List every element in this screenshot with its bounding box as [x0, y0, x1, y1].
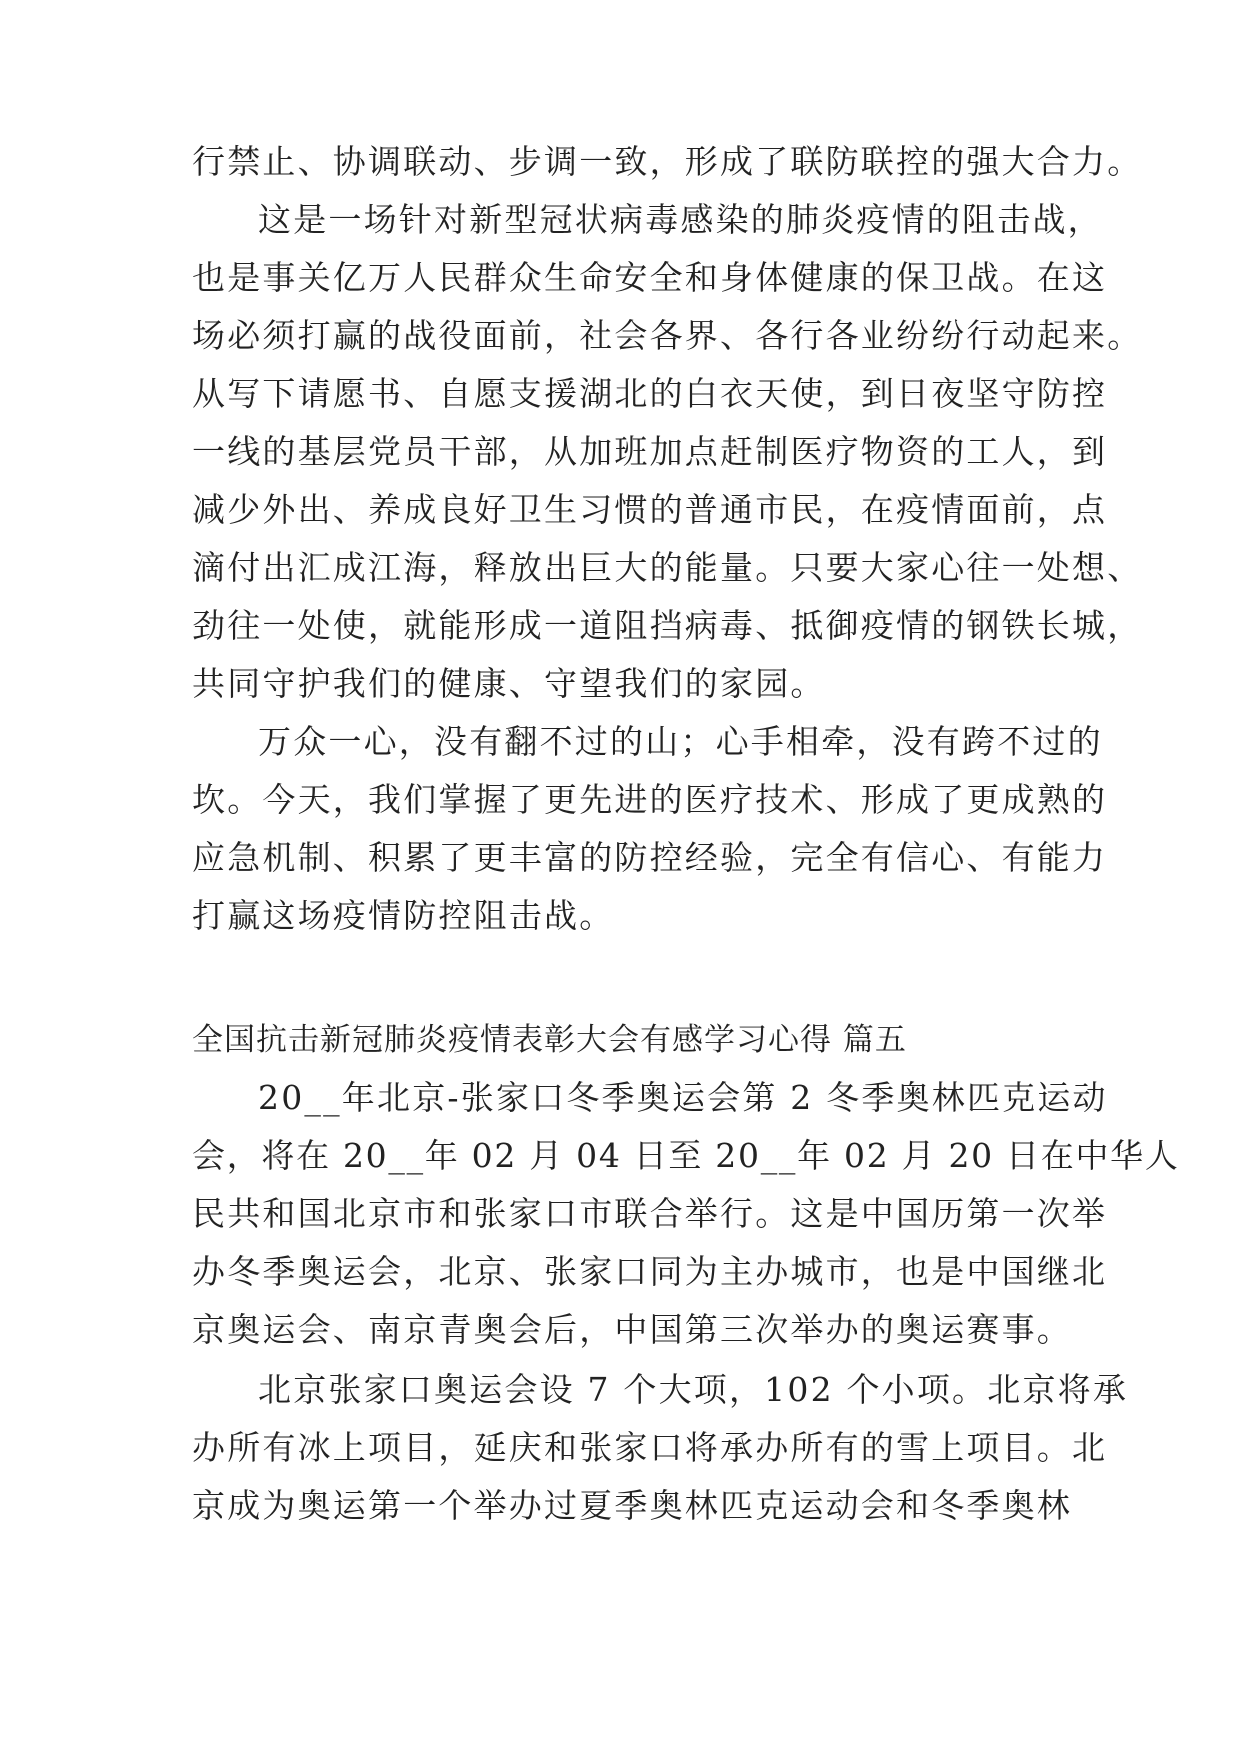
section-paragraph-1-line-2: 会，将在 20__年 02 月 04 日至 20__年 02 月 20 日在中华人	[192, 1136, 1180, 1175]
paragraph-1-line-1: 行禁止、协调联动、步调一致，形成了联防联控的强大合力。	[192, 142, 1143, 181]
paragraph-2-line-5: 一线的基层党员干部，从加班加点赶制医疗物资的工人，到	[192, 432, 1108, 471]
paragraph-2-line-3: 场必须打赢的战役面前，社会各界、各行各业纷纷行动起来。	[192, 316, 1143, 355]
section-paragraph-1-line-1: 20__年北京-张家口冬季奥运会第 2 冬季奥林匹克运动	[258, 1078, 1108, 1117]
section-paragraph-1-line-4: 办冬季奥运会，北京、张家口同为主办城市，也是中国继北	[192, 1252, 1108, 1291]
paragraph-2-line-9: 共同守护我们的健康、守望我们的家园。	[192, 664, 826, 703]
paragraph-2-line-8: 劲往一处使，就能形成一道阻挡病毒、抵御疫情的钢铁长城，	[192, 606, 1143, 645]
paragraph-3-line-1: 万众一心，没有翻不过的山；心手相牵，没有跨不过的	[258, 722, 1103, 761]
section-paragraph-1-line-5: 京奥运会、南京青奥会后，中国第三次举办的奥运赛事。	[192, 1310, 1072, 1349]
paragraph-2-line-4: 从写下请愿书、自愿支援湖北的白衣天使，到日夜坚守防控	[192, 374, 1108, 413]
section-paragraph-2-line-3: 京成为奥运第一个举办过夏季奥林匹克运动会和冬季奥林	[192, 1486, 1072, 1525]
section-paragraph-2-line-1: 北京张家口奥运会设 7 个大项，102 个小项。北京将承	[258, 1370, 1129, 1409]
paragraph-3-line-2: 坎。今天，我们掌握了更先进的医疗技术、形成了更成熟的	[192, 780, 1108, 819]
paragraph-3-line-3: 应急机制、积累了更丰富的防控经验，完全有信心、有能力	[192, 838, 1108, 877]
paragraph-2-line-2: 也是事关亿万人民群众生命安全和身体健康的保卫战。在这	[192, 258, 1108, 297]
paragraph-2-line-1: 这是一场针对新型冠状病毒感染的肺炎疫情的阻击战，	[258, 200, 1103, 239]
section-paragraph-1-line-3: 民共和国北京市和张家口市联合举行。这是中国历第一次举	[192, 1194, 1108, 1233]
section-title: 全国抗击新冠肺炎疫情表彰大会有感学习心得 篇五	[192, 1022, 907, 1058]
paragraph-2-line-7: 滴付出汇成江海，释放出巨大的能量。只要大家心往一处想、	[192, 548, 1143, 587]
paragraph-2-line-6: 减少外出、养成良好卫生习惯的普通市民，在疫情面前，点	[192, 490, 1108, 529]
paragraph-3-line-4: 打赢这场疫情防控阻击战。	[192, 896, 615, 935]
section-paragraph-2-line-2: 办所有冰上项目，延庆和张家口将承办所有的雪上项目。北	[192, 1428, 1108, 1467]
